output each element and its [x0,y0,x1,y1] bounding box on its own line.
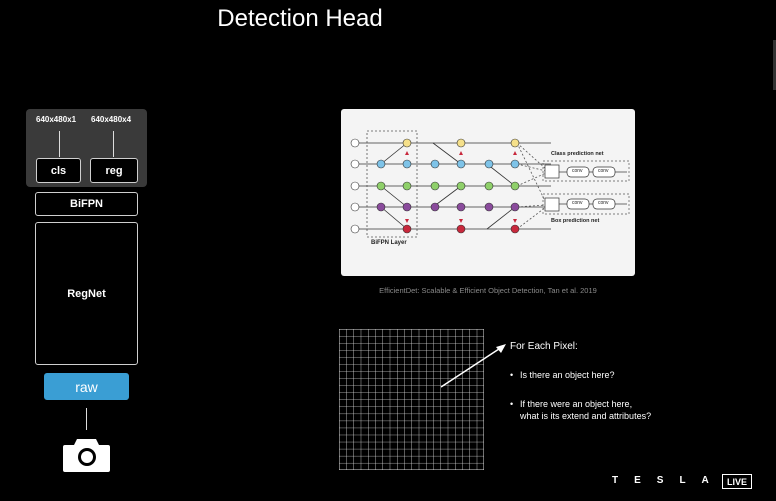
cls-head-box: cls [36,158,81,183]
bullet-dot: • [510,370,514,380]
reg-output-shape: 640x480x4 [91,115,132,124]
conv-label: conv [572,200,583,206]
slide-title: Detection Head [217,5,383,32]
box-net-label: Box prediction net [551,218,600,224]
per-pixel-question-1: Is there an object here? [520,370,615,380]
reg-head-box: reg [90,158,138,183]
conv-label: conv [572,168,583,174]
bifpn-layer-label: BiFPN Layer [371,240,407,246]
per-pixel-question-2-line-2: what is its extend and attributes? [520,411,652,421]
per-pixel-question-2-line-1: If there were an object here, [520,399,633,409]
cls-output-arrow [59,131,60,157]
figure-caption: EfficientDet: Scalable & Efficient Object Detection, Tan et al. 2019 [379,286,597,295]
pixel-arrow [438,340,510,390]
bifpn-box: BiFPN [35,192,138,216]
cls-output-shape: 640x480x1 [36,115,77,124]
class-net-label: Class prediction net [551,151,604,157]
tesla-wordmark: TESLA [612,475,725,486]
camera-to-raw-arrow [86,408,87,430]
per-pixel-heading: For Each Pixel: [510,341,578,352]
efficientdet-diagram [341,109,635,276]
bullet-dot: • [510,399,514,409]
camera-icon [63,435,110,472]
live-badge: LIVE [722,474,752,489]
efficientdet-figure [341,109,635,276]
raw-input-box: raw [44,373,129,400]
reg-output-arrow [113,131,114,157]
regnet-box: RegNet [35,222,138,365]
conv-label: conv [598,200,609,206]
conv-label: conv [598,168,609,174]
